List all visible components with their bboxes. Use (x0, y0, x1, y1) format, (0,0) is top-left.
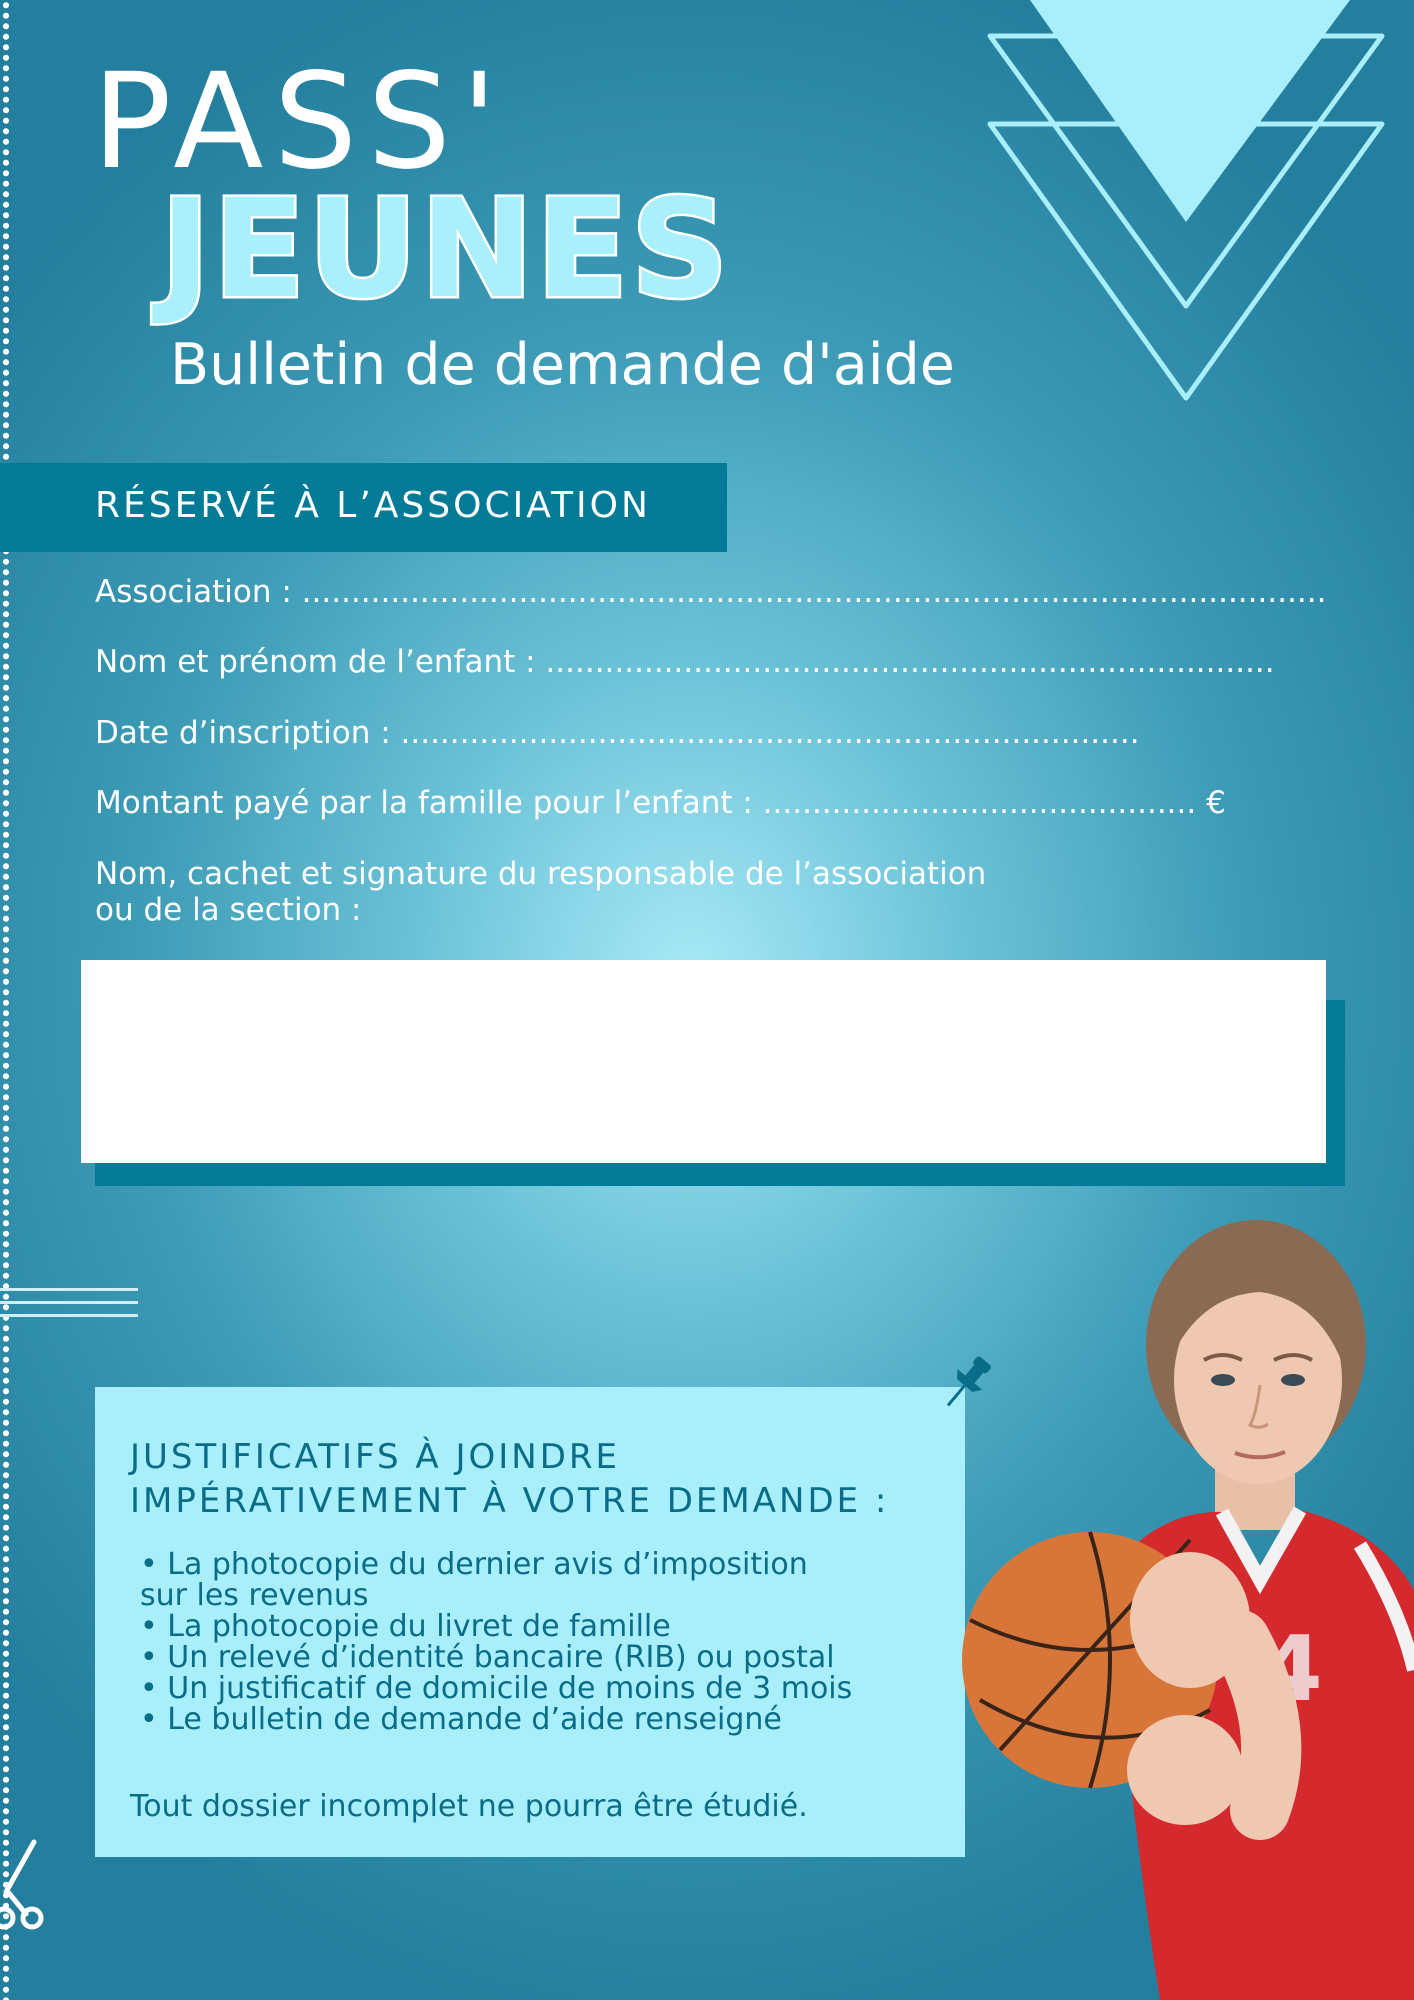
field-leader: .......................................................................... (545, 644, 1275, 680)
list-item: • Le bulletin de demande d’aide renseigné (140, 1702, 782, 1737)
field-leader: ........................................................................... (400, 715, 1140, 751)
list-item: • Un justificatif de domicile de moins de 3 mois (140, 1671, 853, 1706)
field-amount-paid[interactable] (95, 783, 1226, 823)
documents-heading-line2: IMPÉRATIVEMENT À VOTRE DEMANDE : (130, 1481, 890, 1521)
svg-text:4: 4 (1260, 1617, 1323, 1722)
field-label: Association : (95, 574, 292, 610)
field-child-name[interactable] (95, 642, 1275, 682)
signature-box[interactable] (81, 960, 1326, 1163)
basketball-player-photo (960, 1210, 1414, 2000)
cut-line (0, 0, 12, 2000)
documents-heading (130, 1435, 889, 1523)
signature-label (95, 854, 986, 930)
documents-list (140, 1549, 960, 1735)
list-item: • La photocopie du dernier avis d’imposition (140, 1547, 808, 1582)
scissors-icon (0, 1838, 52, 1930)
list-item: • Un relevé d’identité bancaire (RIB) ou postal (140, 1640, 835, 1675)
field-leader: ........................................................................................................ (301, 574, 1327, 610)
reserved-heading: RÉSERVÉ À L’ASSOCIATION (95, 485, 651, 526)
field-association[interactable] (95, 572, 1327, 612)
title-jeunes: JEUNES (160, 171, 731, 329)
field-label: Date d’inscription : (95, 715, 391, 751)
list-item: sur les revenus (140, 1578, 369, 1613)
list-item: • La photocopie du livret de famille (140, 1609, 671, 1644)
documents-heading-line1: JUSTIFICATIFS À JOINDRE (130, 1437, 620, 1477)
signature-label-line2: ou de la section : (95, 892, 362, 928)
field-label: Montant payé par la famille pour l’enfant : (95, 785, 753, 821)
field-leader: ............................................ € (762, 785, 1226, 821)
signature-label-line1: Nom, cachet et signature du responsable de l’association (95, 856, 987, 892)
field-registration-date[interactable] (95, 713, 1140, 753)
decorative-lines (0, 1288, 138, 1327)
chevron-down-icon (980, 0, 1400, 410)
field-label: Nom et prénom de l’enfant : (95, 644, 536, 680)
documents-panel (95, 1387, 965, 1857)
title-pass: PASS' (92, 45, 508, 199)
subtitle: Bulletin de demande d'aide (170, 332, 955, 398)
documents-footer: Tout dossier incomplet ne pourra être étudié. (130, 1789, 808, 1824)
